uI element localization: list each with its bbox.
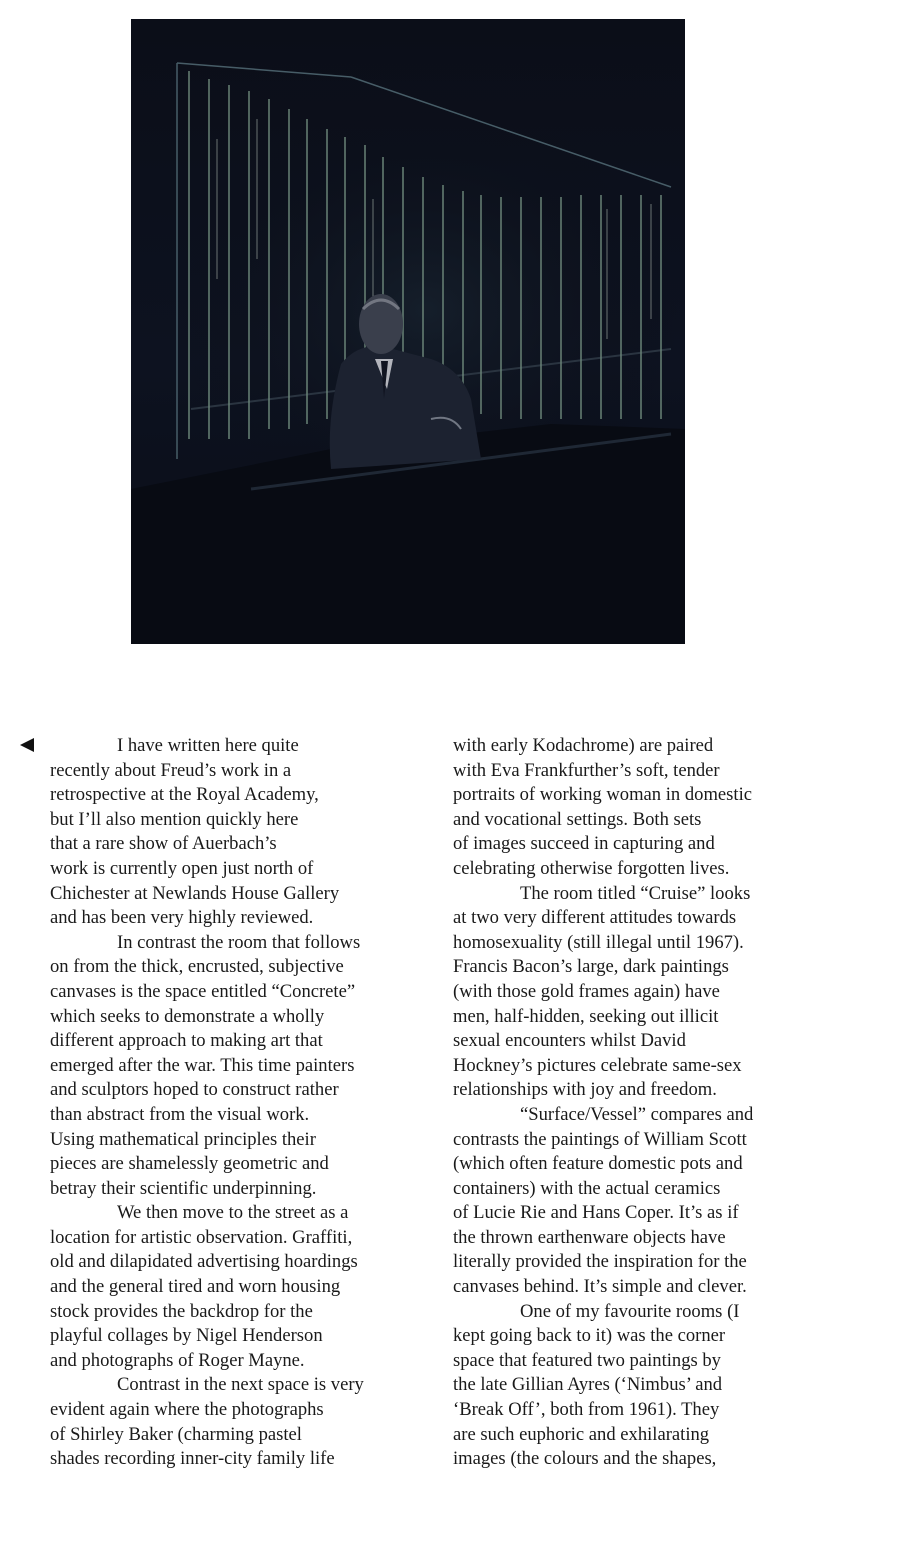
text-line: Francis Bacon’s large, dark paintings (453, 956, 729, 978)
text-line: literally provided the inspiration for the (453, 1251, 747, 1273)
text-line: different approach to making art that (50, 1030, 323, 1052)
text-line: with early Kodachrome) are paired (453, 735, 714, 756)
text-line: at two very different attitudes towards (453, 907, 737, 929)
text-line: relationships with joy and freedom. (453, 1079, 717, 1101)
text-line: men, half-hidden, seeking out illicit (453, 1005, 719, 1027)
text-line: kept going back to it) was the corner (453, 1325, 726, 1347)
text-line: pieces are shamelessly geometric and (50, 1153, 329, 1175)
text-line: “Surface/Vessel” compares and (520, 1103, 754, 1125)
text-line: but I’ll also mention quickly here (50, 808, 299, 830)
text-line: Contrast in the next space is very (117, 1374, 364, 1396)
text-line: Chichester at Newlands House Gallery (50, 882, 340, 904)
text-line: old and dilapidated advertising hoardings (50, 1251, 358, 1273)
text-line: and the general tired and worn housing (50, 1276, 341, 1298)
text-line: containers) with the actual ceramics (453, 1177, 721, 1199)
text-line: homosexuality (still illegal until 1967). (453, 931, 744, 953)
text-line: (with those gold frames again) have (453, 980, 720, 1002)
article-left-column (50, 734, 420, 1472)
text-line: portraits of working woman in domestic (453, 784, 752, 806)
text-line: work is currently open just north of (50, 857, 314, 879)
text-line: In contrast the room that follows (117, 931, 361, 953)
text-line: that a rare show of Auerbach’s (50, 833, 277, 855)
text-line: (which often feature domestic pots and (453, 1153, 743, 1175)
text-line: of Lucie Rie and Hans Coper. It’s as if (453, 1202, 739, 1224)
text-line: of images succeed in capturing and (453, 833, 715, 855)
text-line: One of my favourite rooms (I (520, 1300, 740, 1322)
left-triangle-icon (20, 738, 34, 752)
text-line: evident again where the photographs (50, 1399, 324, 1421)
text-line: are such euphoric and exhilarating (453, 1423, 710, 1445)
text-line: ‘Break Off’, both from 1961). They (453, 1399, 720, 1421)
text-line: celebrating otherwise forgotten lives. (453, 857, 730, 879)
text-line: We then move to the street as a (117, 1202, 349, 1224)
artwork-image (131, 19, 685, 644)
text-line: location for artistic observation. Graffiti, (50, 1226, 353, 1248)
text-line: Hockney’s pictures celebrate same-sex (453, 1054, 742, 1076)
text-line: images (the colours and the shapes, (453, 1448, 717, 1470)
text-line: playful collages by Nigel Henderson (50, 1325, 323, 1347)
text-line: and has been very highly reviewed. (50, 907, 314, 929)
text-line: with Eva Frankfurther’s soft, tender (453, 759, 720, 781)
text-line: canvases is the space entitled “Concrete” (50, 980, 356, 1002)
text-line: The room titled “Cruise” looks (520, 882, 751, 904)
text-line: and vocational settings. Both sets (453, 808, 702, 830)
text-line: of Shirley Baker (charming pastel (50, 1423, 302, 1445)
text-line: betray their scientific underpinning. (50, 1177, 317, 1199)
text-line: I have written here quite (117, 735, 299, 756)
text-line: stock provides the backdrop for the (50, 1300, 313, 1322)
text-line: the thrown earthenware objects have (453, 1226, 726, 1248)
text-line: Using mathematical principles their (50, 1128, 316, 1150)
text-line: recently about Freud’s work in a (50, 759, 292, 781)
text-line: shades recording inner-city family life (50, 1448, 335, 1470)
text-line: sexual encounters whilst David (453, 1030, 686, 1052)
article-right-column (453, 734, 833, 1472)
text-line: and sculptors hoped to construct rather (50, 1079, 339, 1101)
text-line: contrasts the paintings of William Scott (453, 1128, 747, 1150)
text-line: on from the thick, encrusted, subjective (50, 956, 344, 978)
text-line: retrospective at the Royal Academy, (50, 784, 319, 806)
text-line: space that featured two paintings by (453, 1349, 721, 1371)
text-line: the late Gillian Ayres (‘Nimbus’ and (453, 1374, 723, 1396)
text-line: which seeks to demonstrate a wholly (50, 1005, 325, 1027)
text-line: canvases behind. It’s simple and clever. (453, 1276, 747, 1298)
text-line: than abstract from the visual work. (50, 1103, 310, 1125)
text-line: and photographs of Roger Mayne. (50, 1349, 305, 1371)
text-line: emerged after the war. This time painters (50, 1054, 355, 1076)
